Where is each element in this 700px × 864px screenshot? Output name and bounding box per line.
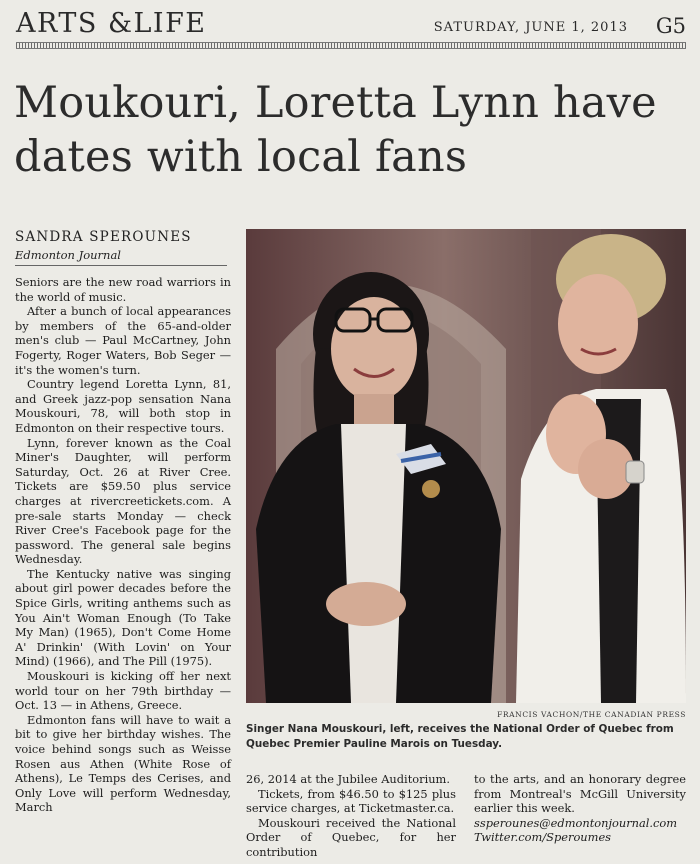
paragraph: Country legend Loretta Lynn, 81, and Greek jazz-pop sensation Nana Mouskouri, 78, will both stop in Edmonton on their respective tours. [15, 377, 231, 435]
page-header [16, 8, 686, 38]
author-email: ssperounes@edmontonjournal.com [474, 815, 678, 830]
article-column-1 [15, 275, 231, 815]
article-column-2 [246, 772, 456, 860]
article-column-3 [474, 772, 686, 845]
paragraph: to the arts, and an honorary degree from Montreal's McGill University earlier this week. [474, 772, 686, 816]
photo-caption: Singer Nana Mouskouri, left, receives the National Order of Quebec from Quebec Premier Pauline Marois on Tuesday. [246, 723, 674, 750]
byline-author: SANDRA SPEROUNES [15, 229, 192, 245]
headline: Moukouri, Loretta Lynn have dates with local fans [14, 78, 657, 182]
byline-rule [15, 265, 227, 266]
section-name: ARTS &LIFE [16, 8, 207, 39]
paragraph: The Kentucky native was singing about girl power decades before the Spice Girls, writing anthems such as You Ain't Woman Enough (To Take My Man) (1965), Don't Come Home A' Drinkin' (With Lovin' on Your Mind) (1966), and The Pill (1975). [15, 566, 231, 669]
paragraph: After a bunch of local appearances by members of the 65-and-older men's club — Paul McCartney, John Fogerty, Roger Waters, Bob Seger — it's the women's turn. [15, 304, 231, 377]
paragraph: Seniors are the new road warriors in the world of music. [15, 275, 231, 304]
paragraph: 26, 2014 at the Jubilee Auditorium. [246, 772, 450, 786]
paragraph: Mouskouri received the National Order of Quebec, for her contribution [246, 815, 456, 859]
photo-credit: FRANCIS VACHON/THE CANADIAN PRESS [497, 710, 686, 719]
paragraph: Lynn, forever known as the Coal Miner's Daughter, will perform Saturday, Oct. 26 at River Cree. Tickets are $59.50 plus service charges at rivercreetickets.com. A pre-sale starts Monday — check River Cree's Facebook page for the password. The general sale begins Wednesday. [15, 435, 231, 567]
byline-publication: Edmonton Journal [15, 248, 121, 262]
paragraph: Edmonton fans will have to wait a bit to give her birthday wishes. The voice behind songs such as Weisse Rosen aus Athen (White Rose of Athens), Le Temps des Cerises, and Only Love will perform Wednesday, March [15, 712, 231, 815]
header-rule [16, 42, 686, 49]
paragraph: Tickets, from $46.50 to $125 plus service charges, at Ticketmaster.ca. [246, 786, 456, 816]
paragraph: Mouskouri is kicking off her next world tour on her 79th birthday — Oct. 13 — in Athens, Greece. [15, 669, 231, 713]
issue-date: SATURDAY, JUNE 1, 2013 [433, 20, 628, 35]
page-number: G5 [655, 14, 686, 38]
author-twitter: Twitter.com/Speroumes [474, 830, 612, 845]
news-photo [246, 229, 686, 703]
